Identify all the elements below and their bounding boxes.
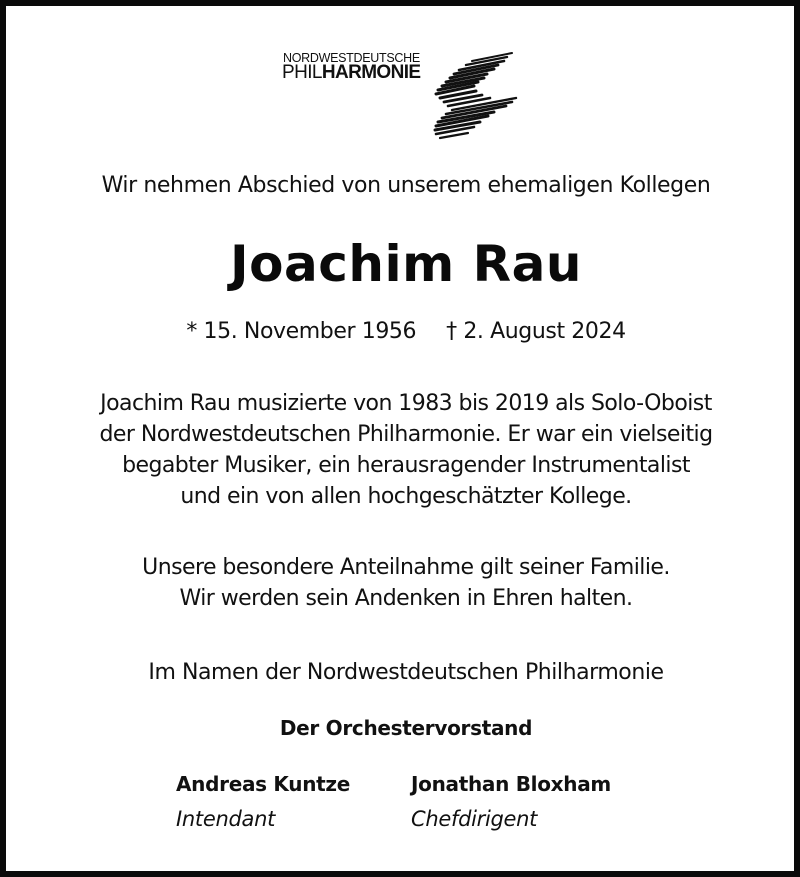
board-title: Der Orchestervorstand xyxy=(279,716,533,740)
intro-text: Wir nehmen Abschied von unserem ehemaligen Kollegen xyxy=(101,173,711,198)
condolence-line: Unsere besondere Anteilnahme gilt seiner Familie. xyxy=(142,555,670,580)
birth-date: * 15. November 1956 xyxy=(186,319,417,344)
bio-line: und ein von allen hochgeschätzter Kollege. xyxy=(180,484,632,509)
logo-text-line1: NORDWESTDEUTSCHE xyxy=(283,51,420,65)
bio-line: der Nordwestdeutschen Philharmonie. Er war ein vielseitig xyxy=(99,422,713,447)
signer-role: Chefdirigent xyxy=(411,807,538,831)
logo-text-bold: HARMONIE xyxy=(321,62,421,83)
deceased-name: Joachim Rau xyxy=(230,235,582,293)
life-dates xyxy=(6,317,800,347)
condolence-line: Wir werden sein Andenken in Ehren halten. xyxy=(179,586,633,611)
condolence-paragraph xyxy=(6,552,800,614)
signer-role: Intendant xyxy=(176,807,276,831)
logo-text-regular: PHIL xyxy=(282,62,322,83)
signer-1 xyxy=(176,770,350,834)
on-behalf-text: Im Namen der Nordwestdeutschen Philharmonie xyxy=(148,660,664,685)
bio-line: Joachim Rau musizierte von 1983 bis 2019 als Solo-Oboist xyxy=(100,391,712,416)
biography-paragraph xyxy=(6,388,800,512)
signer-name: Jonathan Bloxham xyxy=(411,772,611,796)
diagonal-streaks-icon xyxy=(432,48,532,144)
signer-2 xyxy=(411,770,611,834)
bio-line: begabter Musiker, ein herausragender Instrumentalist xyxy=(122,453,690,478)
logo-text-line2 xyxy=(282,64,421,82)
signer-name: Andreas Kuntze xyxy=(176,772,351,796)
orchestra-logo xyxy=(282,48,532,144)
death-date: † 2. August 2024 xyxy=(446,319,626,344)
